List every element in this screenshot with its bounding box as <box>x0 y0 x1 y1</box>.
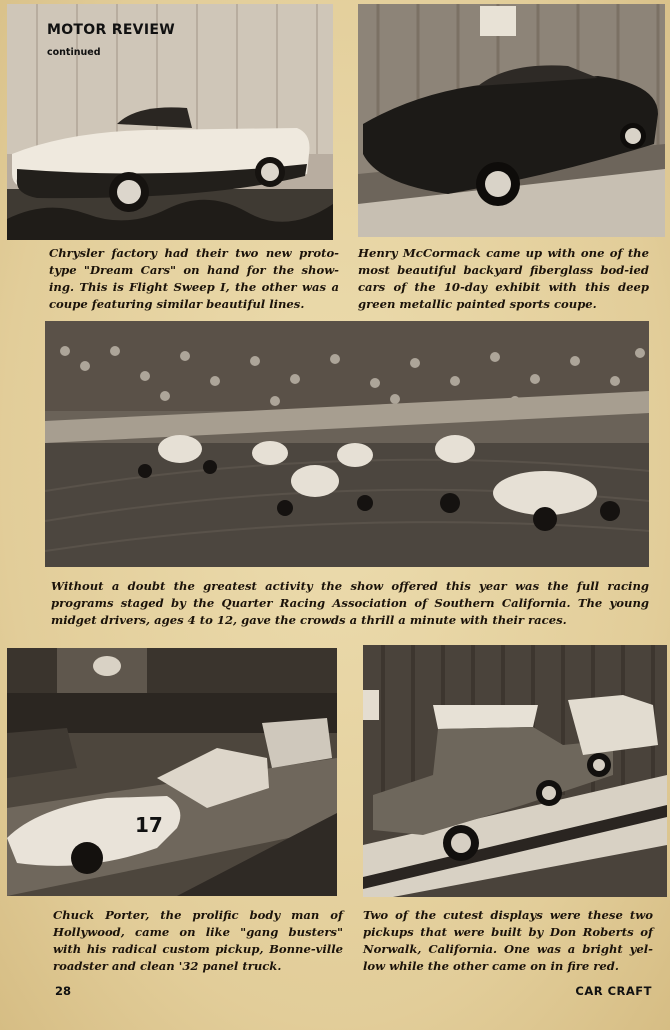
mccormack-sports-coupe-photo <box>358 4 665 237</box>
chrysler-dream-car-photo <box>7 4 333 240</box>
porter-display-photo <box>7 648 337 896</box>
section-title: MOTOR REVIEW <box>47 22 175 38</box>
midget-racing-photo <box>45 321 649 567</box>
race-car-number: 17 <box>135 813 163 837</box>
porter-caption: Chuck Porter, the prolific body man of Hollywood, came on like "gang busters" with his radical custom pickup, Bonne-ville roadster and clean '32 panel truck. <box>53 908 343 973</box>
mccormack-caption: Henry McCormack came up with one of the most beautiful backyard fiberglass bod-ied cars of the 10-day exhibit with this deep green metallic painted sports coupe. <box>358 246 649 311</box>
roberts-caption: Two of the cutest displays were these two pickups that were built by Don Roberts of Norwalk, California. One was a bright yel-low while the other came on in fire red. <box>363 908 653 973</box>
roberts-pickups-photo <box>363 645 667 897</box>
page-number: 28 <box>55 984 72 998</box>
midget-racing-caption: Without a doubt the greatest activity the show offered this year was the full racing programs staged by the Quarter Racing Association of Southern California. The young midget drivers, ages 4 to 12, gave the crowds a thrill a minute with their races. <box>51 579 649 627</box>
magazine-name: CAR CRAFT <box>575 984 652 998</box>
chrysler-caption: Chrysler factory had their two new proto-type "Dream Cars" on hand for the show-ing. This is Flight Sweep I, the other was a coupe featuring similar beautiful lines. <box>49 246 339 311</box>
section-subtitle: continued <box>47 47 101 58</box>
